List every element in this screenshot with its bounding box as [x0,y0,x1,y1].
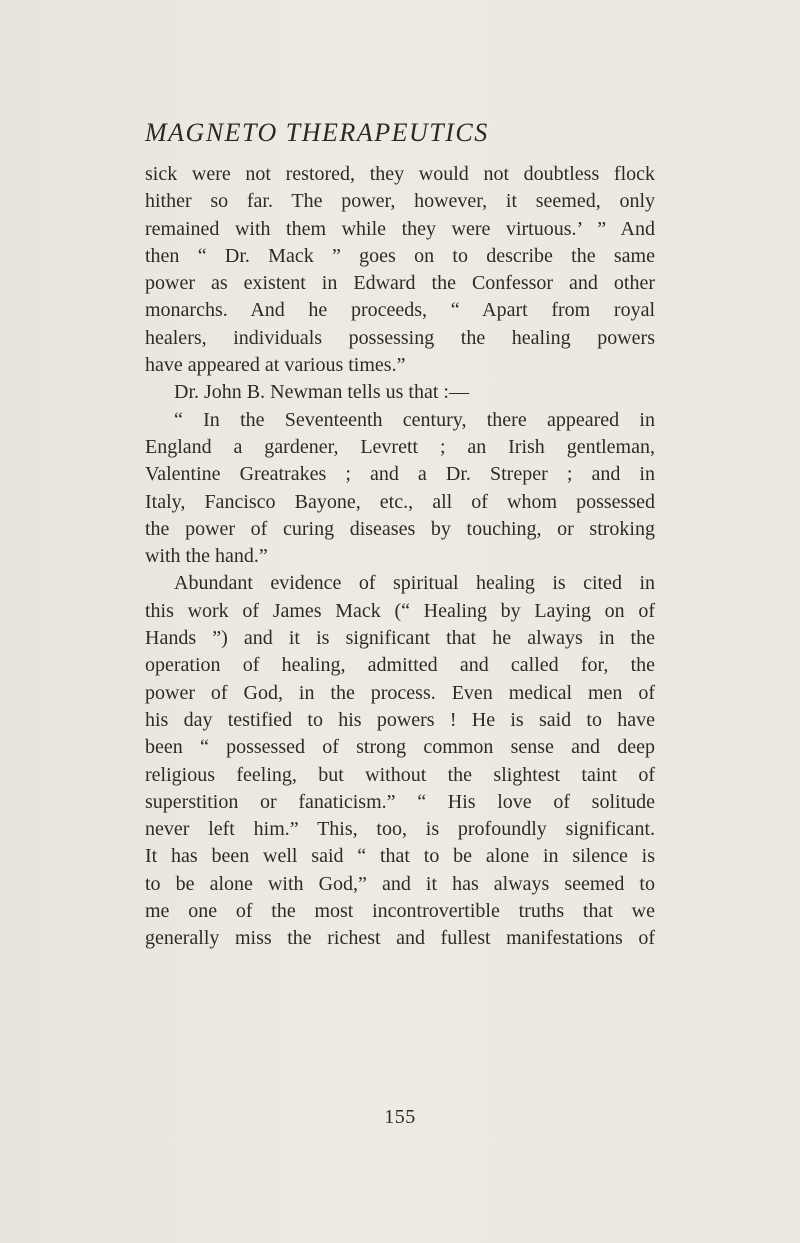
text-line: “ In the Seventeenth century, there appeared in [174,408,655,431]
page-number: 155 [384,1106,416,1128]
text-line: been “ possessed of strong common sense and deep [145,736,655,759]
text-line: the power of curing diseases by touching, or stroking [145,517,655,540]
text-line: superstition or fanaticism.” “ His love of solitude [145,790,655,813]
text-line: Abundant evidence of spiritual healing is cited in [174,572,655,595]
text-line: hither so far. The power, however, it seemed, only [145,190,655,213]
text-line: It has been well said “ that to be alone in silence is [145,845,655,868]
text-line: operation of healing, admitted and called for, the [145,654,655,677]
text-line: sick were not restored, they would not doubtless flock [145,163,655,185]
text-line: with the hand.” [145,545,268,568]
text-line: England a gardener, Levrett ; an Irish gentleman, [145,435,655,458]
text-line: Italy, Fancisco Bayone, etc., all of whom possessed [145,490,655,513]
running-head: MAGNETO THERAPEUTICS [145,118,489,147]
text-line: power of God, in the process. Even medical men of [145,681,655,704]
body-text [145,161,655,953]
text-line: Valentine Greatrakes ; and a Dr. Streper ; and in [145,463,655,486]
text-line: his day testified to his powers ! He is said to have [145,708,655,731]
text-line: never left him.” This, too, is profoundly significant. [145,818,655,841]
text-line: me one of the most incontrovertible truths that we [145,900,655,923]
text-line: have appeared at various times.” [145,354,406,377]
text-line: healers, individuals possessing the healing powers [145,326,655,349]
text-line: Dr. John B. Newman tells us that :— [174,381,469,404]
text-line: power as existent in Edward the Confessor and other [145,272,655,295]
text-line: to be alone with God,” and it has always seemed to [145,872,655,895]
text-line: monarchs. And he proceeds, “ Apart from royal [145,299,655,322]
text-line: then “ Dr. Mack ” goes on to describe the same [145,244,655,267]
text-line: religious feeling, but without the slightest taint of [145,763,655,786]
text-line: generally miss the richest and fullest manifestations of [145,927,655,950]
text-line: remained with them while they were virtuous.’ ” And [145,217,655,240]
text-line: Hands ”) and it is significant that he always in the [145,627,655,650]
text-line: this work of James Mack (“ Healing by Laying on of [145,599,655,622]
